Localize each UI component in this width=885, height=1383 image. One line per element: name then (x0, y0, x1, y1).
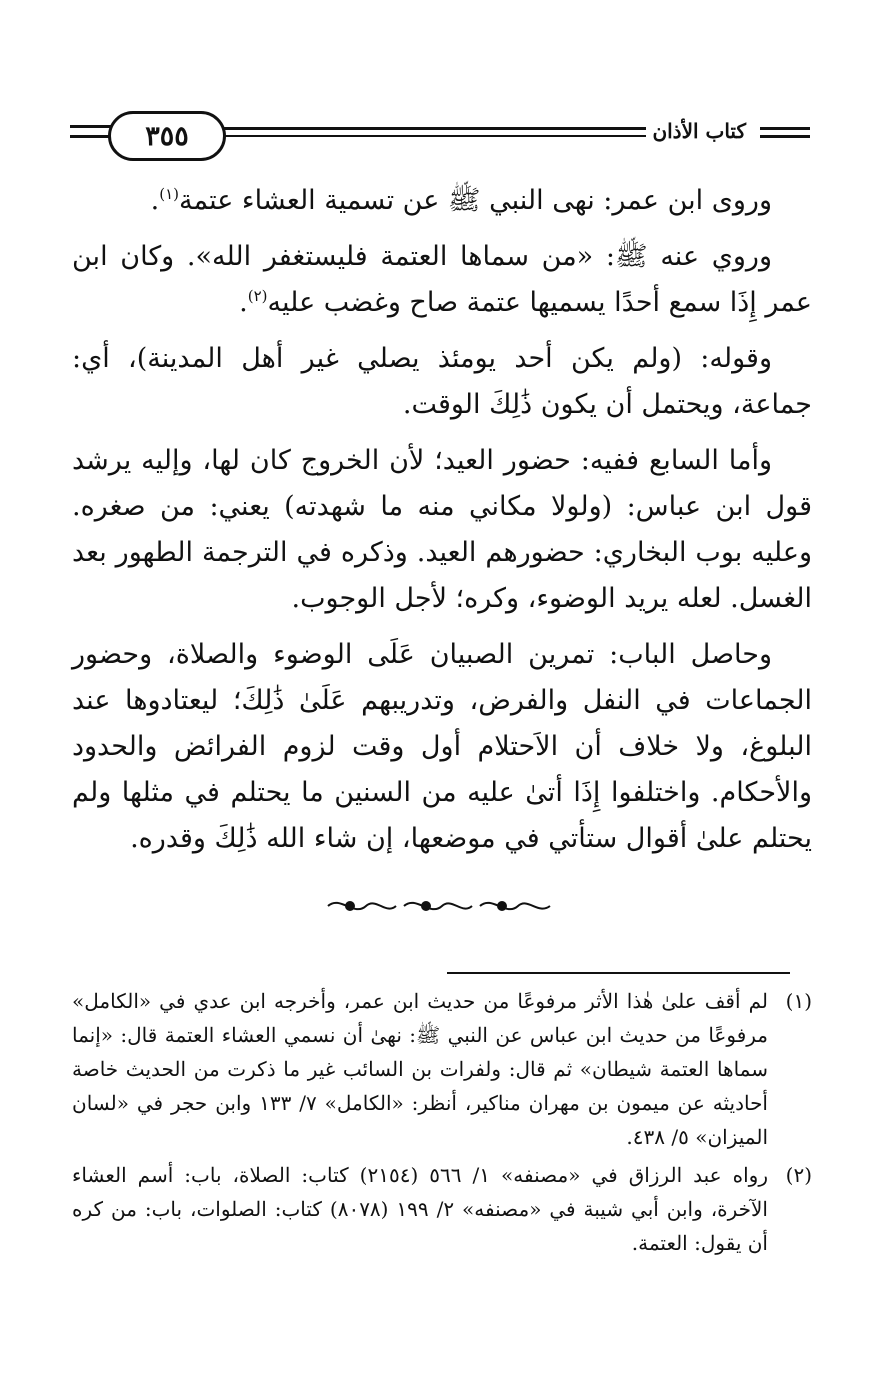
footnotes (72, 984, 812, 1264)
header-rule-right-bottom (760, 135, 810, 138)
header-rule-right-top (760, 127, 810, 130)
paragraph: وقوله: (ولم يكن أحد يومئذ يصلي غير أهل المدينة)، أي: جماعة، ويحتمل أن يكون ذَٰلِكَ الوقت. (72, 343, 812, 420)
footnote-ref: (١) (159, 185, 179, 203)
paragraph: وأما السابع ففيه: حضور العيد؛ لأن الخروج كان لها، وإليه يرشد قول ابن عباس: (ولولا مكاني منه ما شهدته) يعني: من صغره. وعليه بوب البخاري: حضورهم العيد. وذكره في الترجمة الطهور بعد الغسل. لعله يريد الوضوء، وكره؛ لأجل الوجوب. (72, 445, 812, 614)
footnote-number: (٢) (785, 1163, 812, 1187)
footnote-rule (447, 972, 790, 974)
footnote-number: (١) (785, 989, 812, 1013)
footnote (72, 1158, 812, 1260)
header-rule-center-top (220, 127, 690, 130)
paragraph: وحاصل الباب: تمرين الصبيان عَلَى الوضوء والصلاة، وحضور الجماعات في النفل والفرض، وتدريبهم عَلَىٰ ذَٰلِكَ؛ ليعتادوها عند البلوغ، ولا خلاف أن الاَحتلام أول وقت لزوم الفرائض والحدود والأحكام. واختلفوا إِذَا أتىٰ عليه من السنين ما يحتلم في مثلها ولم يحتلم علىٰ أقوال ستأتي في موضعها، إن شاء الله ذَٰلِكَ وقدره. (72, 639, 812, 854)
main-text (72, 178, 812, 872)
paragraph (72, 234, 812, 326)
footnote-ref: (٢) (247, 287, 268, 305)
paragraph-text: وروى ابن عمر: نهى النبي ﷺ عن تسمية العشاء عتمة (179, 185, 772, 216)
paragraph-text: وروي عنه ﷺ: «من سماها العتمة فليستغفر الله». وكان ابن عمر إِذَا سمع أحدًا يسميها عتمة صاح وغضب عليه (72, 241, 812, 318)
footnote-text: رواه عبد الرزاق في «مصنفه» ١/ ٥٦٦ (٢١٥٤) كتاب: الصلاة، باب: أسم العشاء الآخرة، وابن أبي شيبة في «مصنفه» ٢/ ١٩٩ (٨٠٧٨) كتاب: الصلوات، باب: من كره أن يقول: العتمة. (72, 1163, 768, 1255)
paragraph (72, 178, 812, 224)
page-header (70, 105, 810, 165)
end-punct: . (239, 287, 248, 318)
footnote-text: لم أقف علىٰ هٰذا الأثر مرفوعًا من حديث ابن عمر، وأخرجه ابن عدي في «الكامل» مرفوعًا من حديث ابن عباس عن النبي ﷺ: نهىٰ أن نسمي العشاء العتمة قال: «إنما سماها العتمة شيطان» ثم قال: ولفرات بن السائب غير ما ذكرت من الحديث خاصة أحاديثه عن ميمون بن مهران مناكير، أنظر: «الكامل» ٧/ ١٣٣ وابن حجر في «لسان الميزان» ٥/ ٤٣٨. (72, 989, 769, 1149)
section-ornament-icon (320, 893, 560, 919)
running-title: كتاب الأذان (646, 119, 752, 143)
footnote (72, 984, 812, 1154)
header-rule-center-bottom (220, 135, 690, 137)
page-number: ٣٥٥ (108, 111, 226, 161)
end-punct: . (150, 185, 160, 216)
